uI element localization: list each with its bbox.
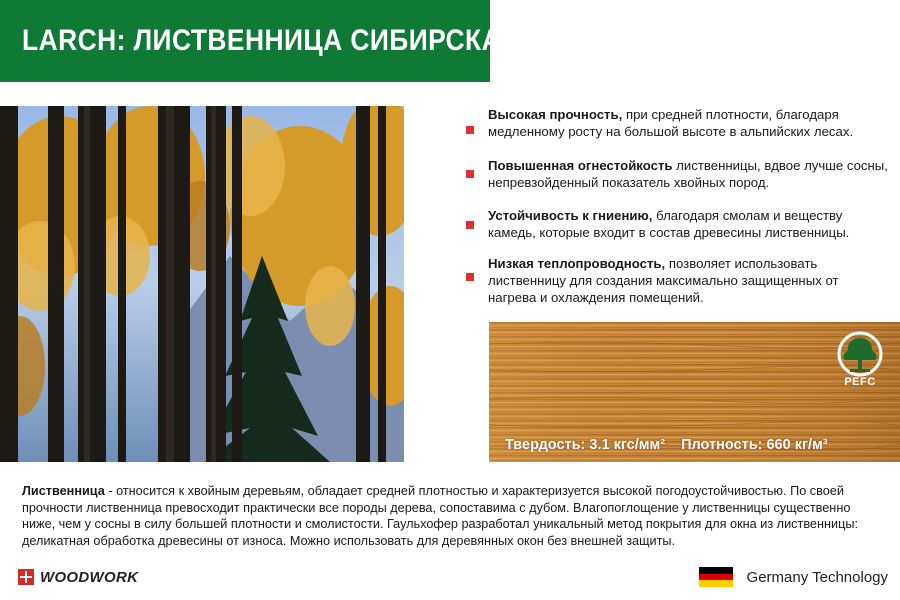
hardness-value: Твердость: 3.1 кгс/мм²: [505, 437, 666, 453]
bullet-square-icon: [466, 126, 474, 134]
feature-title: Низкая теплопроводность,: [488, 256, 666, 271]
density-value: Плотность: 660 кг/м³: [681, 437, 828, 453]
larch-forest-photo: [0, 106, 404, 462]
germany-flag-icon: [699, 567, 733, 587]
feature-title: Повышенная огнестойкость: [488, 158, 673, 173]
tagline: Germany Technology: [746, 568, 888, 586]
description-text: - относится к хвойным деревьям, обладает средней плотностью и характеризуется высокой погодоустойчивостью. По своей прочности лиственница превосходит практически все породы дерева, сопоставима с дубом. Влагопоглощение у лиственницы существенно ниже, чем у сосны в силу большей плотности и смолистости. Гаульхофер разработал уникальный метод покрытия для окна из лиственницы: деликатная обработка древесины от износа. Можно использовать для деревянных окон без внешней защиты.: [22, 484, 858, 548]
pefc-tree-icon: [826, 330, 894, 400]
brand-name: WOODWORK: [40, 568, 139, 586]
title-banner: [0, 0, 521, 82]
description-lead: Лиственница: [22, 484, 105, 498]
feature-body: благодаря смолам и веществу камедь, которые входит в состав древесины лиственницы.: [488, 208, 850, 240]
feature-body: при средней плотности, благодаря медленному росту на большой высоте в альпийских лесах.: [488, 107, 854, 139]
feature-body: лиственницы, вдвое лучше сосны, непревзойденный показатель хвойных пород.: [488, 158, 888, 190]
description-paragraph: [22, 483, 882, 549]
feature-text: [488, 207, 888, 241]
wood-specs: [505, 437, 840, 453]
bullet-square-icon: [466, 170, 474, 178]
feature-text: [488, 106, 888, 140]
pefc-label: PEFC: [844, 376, 876, 388]
woodwork-logo-icon: [18, 569, 34, 585]
page-title: LARCH: ЛИСТВЕННИЦА СИБИРСКАЯ: [22, 24, 521, 57]
feature-text: [488, 157, 888, 191]
bullet-square-icon: [466, 273, 474, 281]
woodwork-brand: [18, 568, 138, 586]
feature-title: Устойчивость к гниению,: [488, 208, 653, 223]
feature-title: Высокая прочность,: [488, 107, 623, 122]
bullet-square-icon: [466, 221, 474, 229]
feature-text: [488, 255, 888, 306]
germany-technology: [699, 566, 888, 588]
feature-body: позволяет использовать лиственницу для создания максимально защищенных от нагрева и охлаждения помещений.: [488, 256, 839, 305]
